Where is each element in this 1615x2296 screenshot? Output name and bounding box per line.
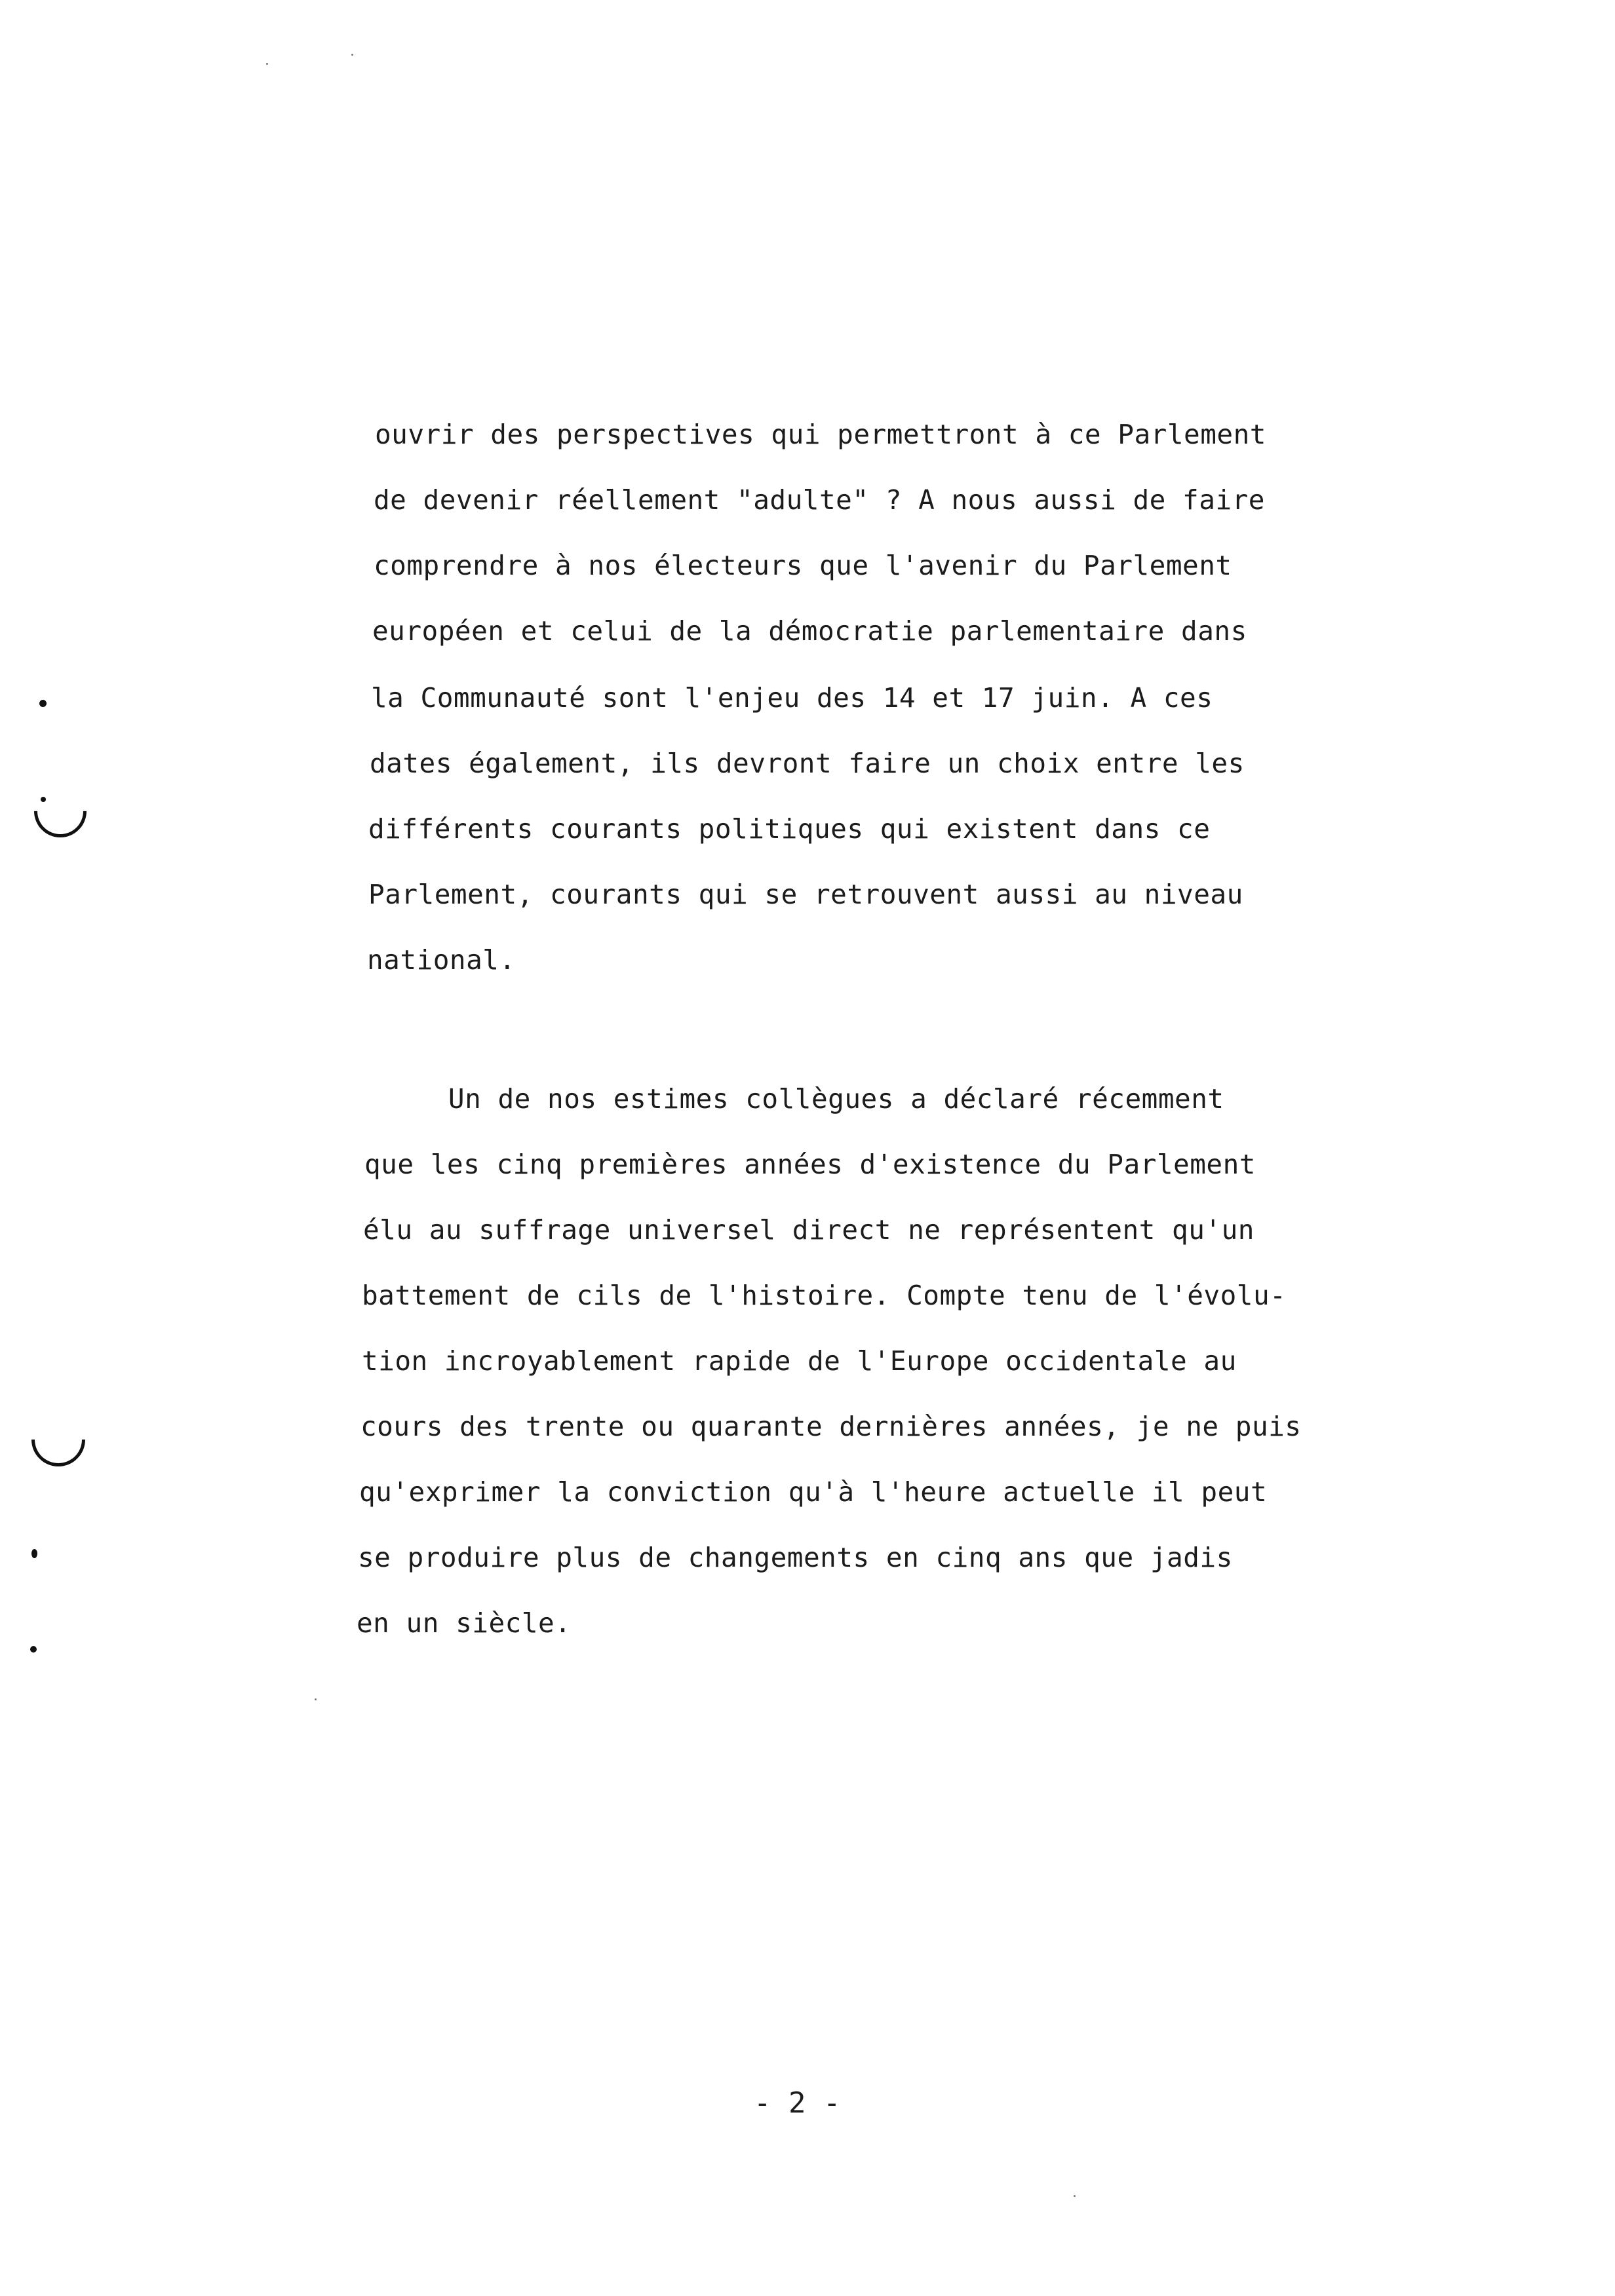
paragraph-2-line-3: élu au suffrage universel direct ne représentent qu'un [363,1214,1255,1246]
paragraph-1-line-2: de devenir réellement "adulte" ? A nous aussi de faire [374,484,1265,516]
paragraph-2-line-8: se produire plus de changements en cinq ans que jadis [358,1542,1233,1573]
paragraph-1-line-3: comprendre à nos électeurs que l'avenir du Parlement [374,550,1232,581]
paragraph-2-line-2: que les cinq premières années d'existence du Parlement [364,1149,1256,1180]
margin-dot-1 [39,700,47,707]
paragraph-2-line-5: tion incroyablement rapide de l'Europe occidentale au [362,1345,1237,1377]
paragraph-2-line-1: Un de nos estimes collègues a déclaré récemment [366,1083,1224,1115]
margin-dot-4 [30,1646,37,1653]
speck-3 [315,1698,317,1700]
margin-arc-1 [23,774,97,848]
speck-2 [351,54,353,56]
paragraph-1-line-7: différents courants politiques qui existent dans ce [368,813,1211,845]
speck-1 [266,63,268,65]
speck-4 [1074,2195,1076,2197]
paragraph-2-line-4: battement de cils de l'histoire. Compte tenu de l'évolu- [362,1280,1287,1311]
paragraph-1-line-9: national. [367,944,516,976]
paragraph-2-line-6: cours des trente ou quarante dernières années, je ne puis [360,1411,1302,1442]
paragraph-1-line-8: Parlement, courants qui se retrouvent aussi au niveau [368,879,1243,910]
paragraph-1-line-1: ouvrir des perspectives qui permettront à ce Parlement [375,419,1266,450]
paragraph-1-line-4: européen et celui de la démocratie parlementaire dans [372,615,1247,647]
paragraph-2-line-7: qu'exprimer la conviction qu'à l'heure actuelle il peut [359,1476,1268,1508]
margin-dot-3 [31,1549,37,1558]
paragraph-1-line-5: la Communauté sont l'enjeu des 14 et 17 juin. A ces [371,682,1213,714]
page-number: - 2 - [754,2086,841,2120]
paragraph-2-line-9: en un siècle. [357,1607,572,1639]
paragraph-1-line-6: dates également, ils devront faire un choix entre les [370,748,1245,779]
margin-arc-2 [20,1402,96,1478]
